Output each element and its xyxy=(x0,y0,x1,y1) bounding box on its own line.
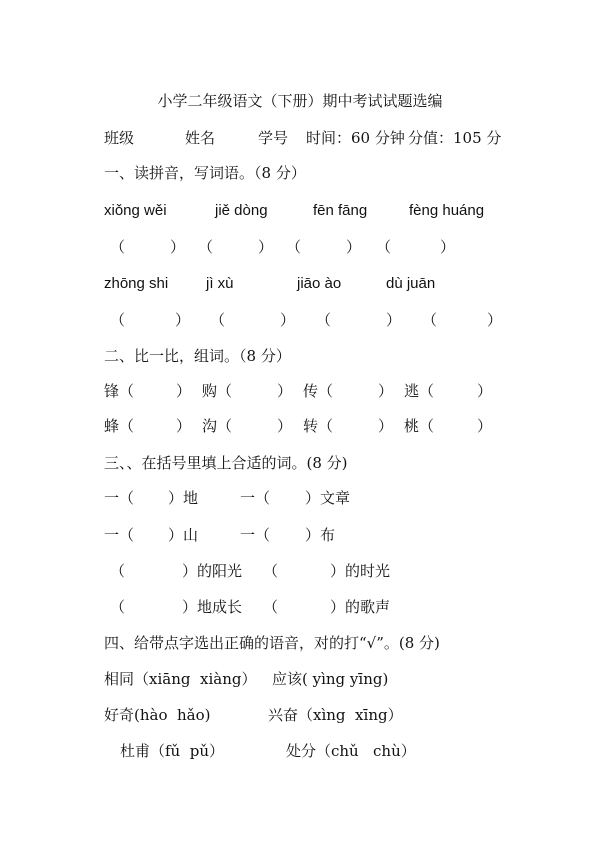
fill-item: （ xyxy=(110,562,126,580)
compare-char: 桃（ xyxy=(404,417,435,435)
fill-item: ）的歌声 xyxy=(330,598,391,616)
answer-bracket-close: ） xyxy=(440,238,456,256)
pinyin-item: fèng huáng xyxy=(409,202,485,219)
compare-char: 蜂（ xyxy=(104,417,135,435)
pronunciation-item: 杜甫（fǔ pǔ） xyxy=(120,742,225,760)
answer-bracket-close: ） xyxy=(277,417,293,435)
pinyin-item: jiě dòng xyxy=(215,202,268,219)
answer-bracket-close: ） xyxy=(176,417,192,435)
section-3-heading: 三、、在括号里填上合适的词。(8 分) xyxy=(104,454,348,472)
answer-bracket-close: ） xyxy=(176,382,192,400)
pronunciation-item: 好奇(hào hǎo) xyxy=(104,706,211,724)
fill-item: 一（ xyxy=(240,489,271,507)
answer-bracket-close: ） xyxy=(378,382,394,400)
name-label: 姓名 xyxy=(185,129,216,147)
score-label: 分值：105 分 xyxy=(408,129,502,147)
answer-bracket-open: （ xyxy=(422,311,438,329)
class-label: 班级 xyxy=(104,129,135,147)
answer-bracket-open: （ xyxy=(210,311,226,329)
section-2-heading: 二、比一比，组词。（8 分） xyxy=(104,347,291,365)
id-label: 学号 xyxy=(258,129,289,147)
pinyin-item: jì xù xyxy=(206,275,234,292)
answer-bracket-close: ） xyxy=(258,238,274,256)
pronunciation-item: 处分（chǔ chù） xyxy=(286,742,416,760)
compare-char: 锋（ xyxy=(104,382,135,400)
answer-bracket-close: ） xyxy=(378,417,394,435)
fill-item: ）的阳光 xyxy=(182,562,243,580)
answer-bracket-open: （ xyxy=(110,311,126,329)
fill-item: 一（ xyxy=(104,489,135,507)
fill-item: 一（ xyxy=(104,526,135,544)
pinyin-item: jiāo ào xyxy=(297,275,342,292)
pinyin-item: xiǒng wěi xyxy=(104,202,167,219)
pinyin-item: dù juān xyxy=(386,275,436,292)
fill-item: ）山 xyxy=(168,526,199,544)
pronunciation-item: 兴奋（xìng xīng） xyxy=(268,706,403,724)
pinyin-item: fēn fāng xyxy=(313,202,368,219)
answer-bracket-open: （ xyxy=(198,238,214,256)
fill-item: 一（ xyxy=(240,526,271,544)
answer-bracket-open: （ xyxy=(376,238,392,256)
fill-item: ）文章 xyxy=(305,489,351,507)
fill-item: ）布 xyxy=(305,526,336,544)
answer-bracket-open: （ xyxy=(110,238,126,256)
fill-item: （ xyxy=(263,598,279,616)
time-label: 时间：60 分钟 xyxy=(306,129,405,147)
pronunciation-item: 应该( yìng yīng) xyxy=(272,670,389,688)
section-4-heading: 四、给带点字选出正确的语音，对的打“√”。(8 分) xyxy=(104,634,440,652)
fill-item: ）地成长 xyxy=(182,598,243,616)
answer-bracket-close: ） xyxy=(487,311,503,329)
answer-bracket-open: （ xyxy=(286,238,302,256)
answer-bracket-close: ） xyxy=(346,238,362,256)
answer-bracket-close: ） xyxy=(477,382,493,400)
compare-char: 转（ xyxy=(303,417,334,435)
compare-char: 传（ xyxy=(303,382,334,400)
fill-item: ）地 xyxy=(168,489,199,507)
page-title: 小学二年级语文（下册）期中考试试题选编 xyxy=(157,92,443,110)
answer-bracket-close: ） xyxy=(277,382,293,400)
fill-item: （ xyxy=(263,562,279,580)
compare-char: 沟（ xyxy=(202,417,233,435)
answer-bracket-close: ） xyxy=(175,311,191,329)
answer-bracket-open: （ xyxy=(316,311,332,329)
compare-char: 逃（ xyxy=(404,382,435,400)
section-1-heading: 一、读拼音，写词语。（8 分） xyxy=(104,164,306,182)
fill-item: （ xyxy=(110,598,126,616)
answer-bracket-close: ） xyxy=(170,238,186,256)
answer-bracket-close: ） xyxy=(280,311,296,329)
fill-item: ）的时光 xyxy=(330,562,391,580)
pronunciation-item: 相同（xiāng xiàng） xyxy=(104,670,257,688)
pinyin-item: zhōng shi xyxy=(104,275,169,292)
compare-char: 购（ xyxy=(202,382,233,400)
answer-bracket-close: ） xyxy=(477,417,493,435)
answer-bracket-close: ） xyxy=(386,311,402,329)
